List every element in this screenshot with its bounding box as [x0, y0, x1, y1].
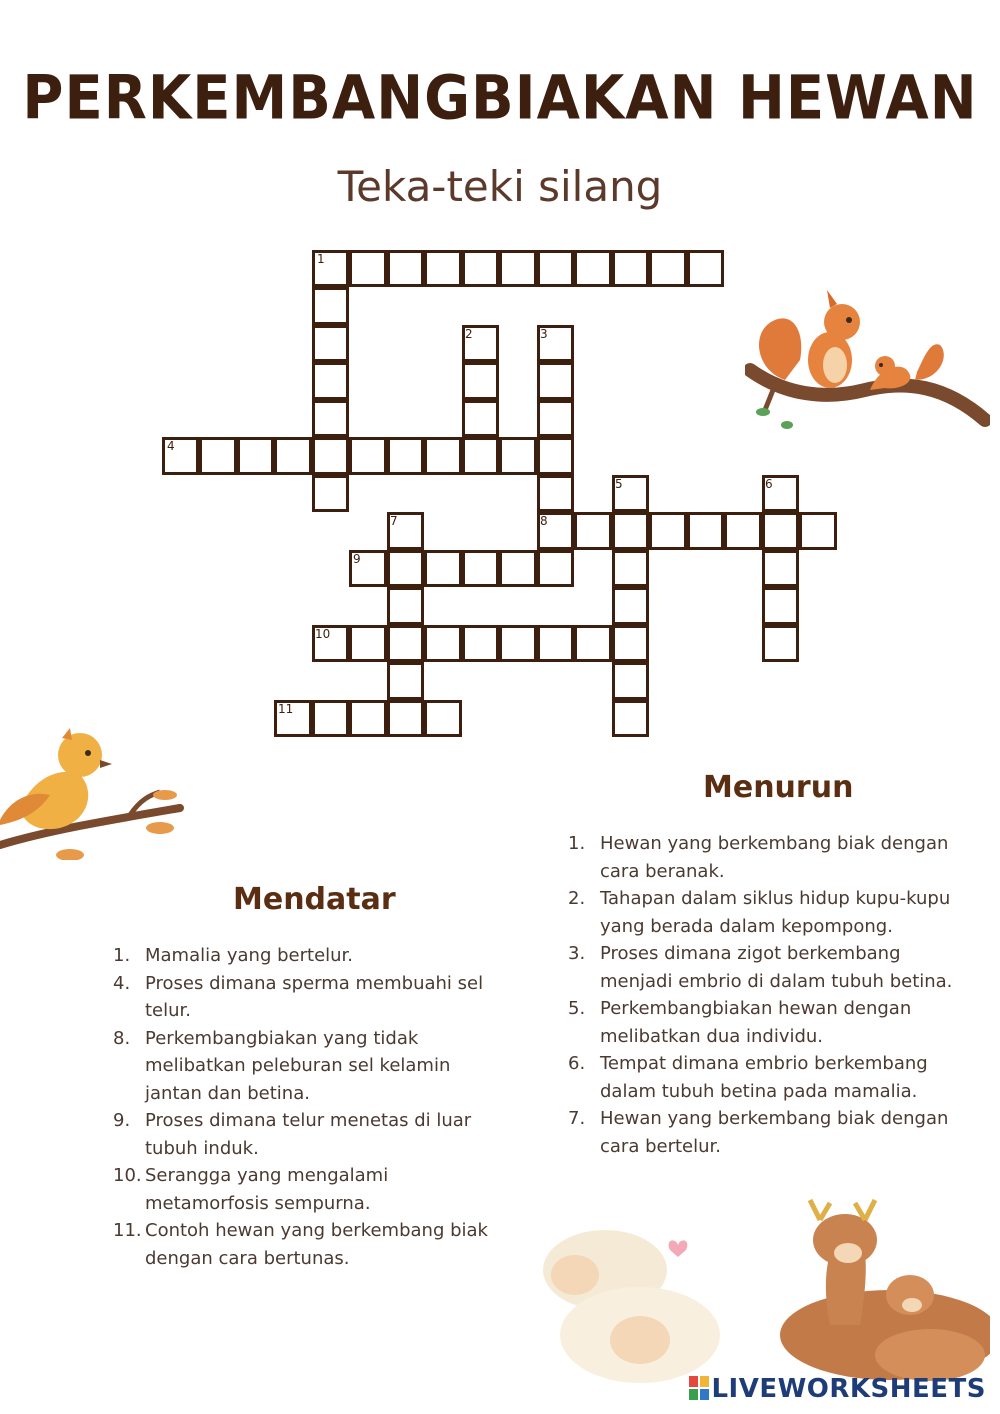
crossword-cell[interactable]	[612, 625, 650, 663]
brand-text: LIVEWORKSHEETS	[711, 1374, 986, 1404]
crossword-cell[interactable]	[724, 512, 762, 550]
clue-text: Mamalia yang bertelur.	[145, 945, 354, 966]
clue-num: 5.	[568, 998, 586, 1019]
clue-num: 3.	[568, 943, 586, 964]
clue-text: Perkembangbiakan hewan dengan melibatkan dua individu.	[600, 998, 912, 1047]
crossword-cell[interactable]	[274, 437, 312, 475]
crossword-cell[interactable]	[537, 250, 575, 288]
down-clue-3	[568, 940, 963, 995]
clue-num: 2.	[568, 888, 586, 909]
clue-num: 1.	[113, 945, 131, 966]
clue-text: Tahapan dalam siklus hidup kupu-kupu yang berada dalam kepompong.	[600, 888, 951, 937]
crossword-cell[interactable]	[387, 700, 425, 738]
crossword-cell[interactable]	[312, 287, 350, 325]
crossword-cell[interactable]	[799, 512, 837, 550]
clue-number-8: 8	[540, 514, 548, 528]
crossword-cell[interactable]	[312, 325, 350, 363]
crossword-cell[interactable]	[312, 362, 350, 400]
crossword-cell[interactable]	[462, 250, 500, 288]
crossword-cell[interactable]	[612, 250, 650, 288]
crossword-cell[interactable]	[762, 587, 800, 625]
clue-num: 4.	[113, 972, 131, 994]
clue-number-6: 6	[765, 477, 773, 491]
clue-num: 1.	[568, 833, 586, 854]
down-clue-6	[568, 1050, 963, 1105]
crossword-cell[interactable]	[424, 250, 462, 288]
crossword-cell[interactable]	[612, 700, 650, 738]
crossword-cell[interactable]	[199, 437, 237, 475]
crossword-cell[interactable]	[574, 512, 612, 550]
crossword-cell[interactable]	[387, 625, 425, 663]
crossword-cell[interactable]	[387, 662, 425, 700]
clue-number-5: 5	[615, 477, 623, 491]
crossword-cell[interactable]	[462, 362, 500, 400]
clue-text: Hewan yang berkembang biak dengan cara beranak.	[600, 833, 949, 882]
crossword-cell[interactable]	[537, 437, 575, 475]
crossword-cell[interactable]	[762, 550, 800, 588]
crossword-cell[interactable]	[387, 587, 425, 625]
crossword-cell[interactable]	[574, 625, 612, 663]
down-clue-1	[568, 830, 963, 885]
crossword-cell[interactable]	[424, 437, 462, 475]
crossword-cell[interactable]	[349, 700, 387, 738]
clue-text: Serangga yang mengalami metamorfosis sempurna.	[145, 1165, 389, 1214]
bird-on-branch-illustration	[0, 720, 190, 860]
crossword-cell[interactable]	[762, 512, 800, 550]
clue-number-10: 10	[315, 627, 331, 641]
clue-num: 8.	[113, 1027, 131, 1049]
crossword-cell[interactable]	[612, 587, 650, 625]
clue-number-4: 4	[167, 439, 175, 453]
crossword-cell[interactable]	[424, 625, 462, 663]
across-clue-10	[113, 1162, 491, 1217]
clue-text: Hewan yang berkembang biak dengan cara bertelur.	[600, 1108, 949, 1157]
crossword-cell[interactable]	[612, 512, 650, 550]
crossword-cell[interactable]	[537, 625, 575, 663]
clue-number-1: 1	[317, 252, 325, 266]
crossword-cell[interactable]	[387, 550, 425, 588]
sheep-and-deer-illustration	[530, 1195, 990, 1385]
clue-text: Perkembangbiakan yang tidak melibatkan peleburan sel kelamin jantan dan betina.	[145, 1027, 451, 1104]
crossword-cell[interactable]	[387, 250, 425, 288]
crossword-cell[interactable]	[424, 550, 462, 588]
across-heading: Mendatar	[233, 882, 396, 917]
across-clue-4	[113, 970, 491, 1025]
down-clue-2	[568, 885, 963, 940]
crossword-cell[interactable]	[649, 250, 687, 288]
clue-num: 11.	[113, 1220, 142, 1241]
crossword-cell[interactable]	[312, 700, 350, 738]
clue-text: Proses dimana sperma membuahi sel telur.	[145, 972, 484, 1021]
clue-text: Tempat dimana embrio berkembang dalam tubuh betina pada mamalia.	[600, 1053, 928, 1102]
across-clue-11	[113, 1217, 491, 1272]
crossword-cell[interactable]	[537, 550, 575, 588]
clue-text: Contoh hewan yang berkembang biak dengan cara bertunas.	[145, 1220, 488, 1269]
down-heading: Menurun	[703, 770, 854, 805]
down-clue-7	[568, 1105, 963, 1160]
crossword-cell[interactable]	[312, 475, 350, 513]
across-clue-list	[113, 942, 491, 1272]
crossword-cell[interactable]	[312, 437, 350, 475]
crossword-cell[interactable]	[762, 625, 800, 663]
clue-num: 10.	[113, 1165, 142, 1186]
liveworksheets-logo	[689, 1374, 986, 1404]
across-clue-9	[113, 1107, 491, 1162]
crossword-cell[interactable]	[499, 550, 537, 588]
crossword-cell[interactable]	[462, 400, 500, 438]
crossword-cell[interactable]	[499, 437, 537, 475]
crossword-cell[interactable]	[537, 400, 575, 438]
clue-num: 7.	[568, 1108, 586, 1129]
crossword-cell[interactable]	[612, 550, 650, 588]
crossword-cell[interactable]	[237, 437, 275, 475]
crossword-cell[interactable]	[687, 512, 725, 550]
clue-text: Proses dimana telur menetas di luar tubuh induk.	[145, 1110, 472, 1159]
clue-number-3: 3	[540, 327, 548, 341]
clue-number-11: 11	[278, 702, 294, 716]
across-clue-8	[113, 1025, 491, 1108]
clue-number-7: 7	[390, 514, 398, 528]
crossword-cell[interactable]	[687, 250, 725, 288]
crossword-cell[interactable]	[462, 437, 500, 475]
crossword-cell[interactable]	[462, 625, 500, 663]
crossword-cell[interactable]	[537, 362, 575, 400]
crossword-cell[interactable]	[462, 550, 500, 588]
crossword-cell[interactable]	[349, 625, 387, 663]
crossword-cell[interactable]	[537, 475, 575, 513]
clue-number-2: 2	[465, 327, 473, 341]
squirrels-on-branch-illustration	[745, 280, 990, 440]
crossword-cell[interactable]	[574, 250, 612, 288]
crossword-cell[interactable]	[499, 625, 537, 663]
down-clue-list	[568, 830, 963, 1160]
clue-text: Proses dimana zigot berkembang menjadi embrio di dalam tubuh betina.	[600, 943, 953, 992]
clue-num: 6.	[568, 1053, 586, 1074]
crossword-cell[interactable]	[649, 512, 687, 550]
crossword-cell[interactable]	[424, 700, 462, 738]
clue-num: 9.	[113, 1110, 131, 1131]
crossword-cell[interactable]	[349, 250, 387, 288]
crossword-cell[interactable]	[312, 400, 350, 438]
page-title: PERKEMBANGBIAKAN HEWAN	[22, 63, 978, 134]
liveworksheets-badge-icon	[689, 1376, 709, 1400]
crossword-cell[interactable]	[612, 662, 650, 700]
crossword-cell[interactable]	[499, 250, 537, 288]
crossword-cell[interactable]	[349, 437, 387, 475]
crossword-cell[interactable]	[387, 437, 425, 475]
clue-number-9: 9	[353, 552, 361, 566]
page-subtitle: Teka-teki silang	[337, 162, 663, 211]
down-clue-5	[568, 995, 963, 1050]
across-clue-1	[113, 942, 491, 970]
